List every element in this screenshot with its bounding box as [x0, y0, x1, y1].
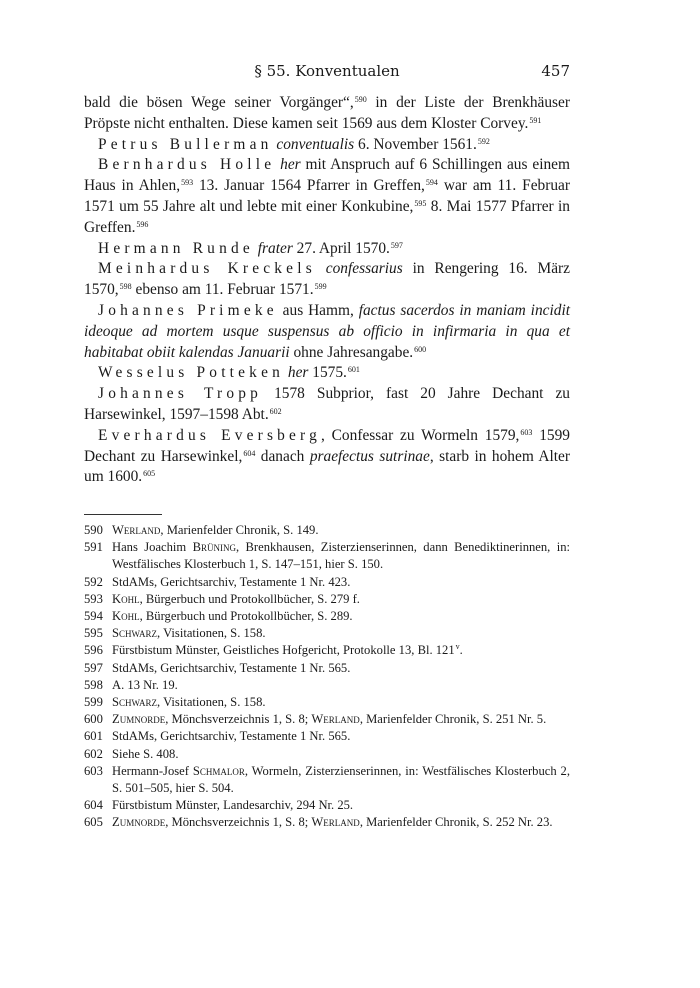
text: , Mönchsverzeichnis 1, S. 8;	[165, 815, 312, 830]
person-name: Johannes Tropp	[98, 385, 263, 403]
footnote-ref: 595	[414, 198, 427, 208]
footnote-text	[112, 608, 570, 625]
footnote-text	[112, 522, 570, 539]
footnote-ref: 602	[269, 406, 282, 416]
text: , Visitationen, S. 158.	[157, 695, 266, 710]
text: 13. Januar 1564 Pfarrer in Greffen,	[193, 177, 425, 195]
entry-bullerman	[84, 135, 570, 156]
text: A. 13 Nr. 19.	[112, 677, 178, 692]
footnote-ref: 596	[136, 219, 149, 229]
footnote	[84, 608, 570, 625]
text: Fürstbistum Münster, Landesarchiv, 294 Nr. 25.	[112, 798, 354, 813]
footnote-ref: 603	[520, 427, 533, 437]
entry-primeke	[84, 301, 570, 363]
author: Zumnorde	[112, 815, 166, 830]
text: StdAMs, Gerichtsarchiv, Testamente 1 Nr. 423.	[112, 574, 351, 589]
footnote-ref: 598	[119, 282, 132, 292]
footnote-text	[112, 539, 570, 573]
footnote-text	[112, 814, 570, 831]
footnote-text	[112, 797, 570, 814]
text: ohne Jahresangabe.	[289, 343, 414, 361]
text: in Rengering 16. März 1570,	[84, 260, 570, 299]
entry-holle	[84, 155, 570, 238]
text: , Marienfelder Chronik, S. 251 Nr. 5.	[359, 712, 547, 727]
footnote	[84, 642, 570, 659]
footnote-number: 595	[84, 626, 103, 641]
text: in der Liste der Brenkhäuser Pröpste nicht enthalten. Diese kamen seit 1569 aus dem Kloster Corvey.	[84, 94, 570, 132]
footnote-text	[112, 591, 570, 608]
footnote-text	[112, 625, 570, 642]
latin-title: her	[287, 364, 309, 382]
footnote-number: 600	[84, 712, 103, 727]
text: , Bürgerbuch und Protokollbücher, S. 289.	[139, 609, 353, 624]
footnote	[84, 694, 570, 711]
footnote-number: 590	[84, 523, 103, 537]
footnote	[84, 591, 570, 608]
entry-runde	[84, 239, 570, 260]
text: , Marienfelder Chronik, S. 252 Nr. 23.	[359, 815, 553, 830]
author: Werland	[311, 712, 360, 727]
footnote-ref: 590	[354, 95, 367, 104]
author: Schwarz	[112, 626, 158, 641]
footnote-number: 593	[84, 591, 103, 606]
text: Siehe S. 408.	[112, 746, 179, 761]
footnote	[84, 763, 570, 797]
footnote-number: 602	[84, 746, 103, 761]
footnote	[84, 711, 570, 728]
author: Werland	[112, 523, 161, 537]
footnote-ref: 597	[390, 240, 403, 250]
footnote-number: 591	[84, 540, 103, 555]
person-name: Hermann Runde	[98, 239, 254, 257]
footnote-rule	[84, 514, 162, 515]
footnote-ref: 592	[477, 136, 490, 146]
text: , Mönchsverzeichnis 1, S. 8;	[165, 712, 312, 727]
footnote	[84, 660, 570, 677]
person-name: Everhardus Eversberg	[98, 426, 322, 444]
footnote	[84, 814, 570, 831]
text: , Visitationen, S. 158.	[157, 626, 266, 641]
author: Schmalor	[192, 763, 245, 778]
footnote-number: 592	[84, 574, 103, 589]
person-name: Petrus Bullerman	[98, 135, 273, 153]
footnote	[84, 574, 570, 591]
text: 8. Mai 1577 Pfarrer in Greffen.	[84, 197, 570, 236]
person-name: Meinhardus Kreckels	[98, 260, 316, 278]
footnote	[84, 728, 570, 745]
text: , Wormeln, Zisterzienserinnen, in: Westfälisches Klosterbuch 2, S. 501–505, hier S. 504.	[112, 763, 570, 796]
text: danach	[255, 447, 310, 465]
text: bald die bösen Wege seiner Vorgänger“,	[84, 94, 354, 111]
footnote-ref: 594	[425, 178, 438, 188]
text: 1578 Subprior, fast 20 Jahre Dechant zu Harsewinkel, 1597–1598 Abt.	[84, 385, 570, 423]
footnotes	[84, 522, 570, 832]
text: StdAMs, Gerichtsarchiv, Testamente 1 Nr. 565.	[112, 660, 351, 675]
footnote	[84, 522, 570, 539]
running-header	[84, 62, 570, 84]
footnote-number: 605	[84, 815, 103, 830]
footnote-ref: 601	[347, 365, 360, 375]
footnote-ref: 599	[314, 282, 327, 292]
text: 1599 Dechant zu Harsewinkel,	[84, 426, 570, 465]
text: , Brenkhausen, Zisterzienserinnen, dann Benediktinerinnen, in: Westfälisches Klosterbuch 1, S. 147–151, hier S. 150.	[112, 540, 570, 572]
author: Werland	[311, 815, 360, 830]
text: 1575.	[308, 364, 347, 382]
entry-kreckels	[84, 259, 570, 301]
paragraph-continuation	[84, 93, 570, 135]
author: Zumnorde	[112, 712, 166, 727]
author: Kohl	[112, 591, 140, 606]
text: .	[459, 643, 463, 658]
footnote-text	[112, 763, 570, 797]
text: StdAMs, Gerichtsarchiv, Testamente 1 Nr. 565.	[112, 729, 351, 744]
entry-tropp	[84, 384, 570, 426]
text: , Confessar zu Wormeln 1579,	[321, 426, 520, 444]
text: Hans Joachim	[112, 540, 193, 555]
person-name: Johannes Primeke	[98, 301, 278, 319]
latin-text: factus sacerdos in maniam incidit ideoque ad mortem usque suspensus ab officio in infirmaria in qua et habitabat obiit kalendas Januarii	[84, 301, 570, 361]
latin-title: confessarius	[325, 260, 403, 278]
person-name: Wesselus Potteken	[98, 364, 285, 382]
text: mit Anspruch auf 6 Schillingen aus einem Haus in Ahlen,	[84, 156, 570, 195]
text: ebenso am 11. Februar 1571.	[131, 281, 314, 299]
footnote	[84, 625, 570, 642]
footnote-text	[112, 711, 570, 728]
author: Brüning	[192, 540, 236, 555]
footnote-ref: 593	[181, 178, 194, 188]
footnote	[84, 539, 570, 573]
footnote	[84, 746, 570, 763]
footnote-ref: 591	[529, 115, 542, 125]
section-title: § 55. Konventualen	[254, 62, 400, 80]
text: Hermann-Josef	[112, 763, 193, 778]
footnote-text	[112, 728, 570, 745]
text: Fürstbistum Münster, Geistliches Hofgericht, Protokolle 13, Bl. 121	[112, 643, 455, 658]
latin-title: praefectus sutrinae	[309, 447, 430, 465]
text: , Bürgerbuch und Protokollbücher, S. 279 f.	[139, 591, 360, 606]
entry-potteken	[84, 363, 570, 384]
footnote-ref: 605	[143, 469, 156, 479]
footnote-number: 604	[84, 798, 103, 813]
text: , Marienfelder Chronik, S. 149.	[160, 523, 319, 537]
latin-title: her	[280, 156, 301, 174]
text: aus Hamm,	[277, 301, 359, 319]
latin-title: conventualis	[276, 135, 355, 153]
footnote-text	[112, 660, 570, 677]
footnote-text	[112, 746, 570, 763]
text: 6. November 1561.	[354, 135, 477, 153]
text: war am 11. Februar 1571 um 55 Jahre alt und lebte mit einer Konkubine,	[84, 177, 570, 215]
person-name: Bernhardus Holle	[98, 156, 276, 174]
latin-title: frater	[257, 239, 293, 257]
footnote-ref: 604	[243, 448, 256, 458]
footnote-text	[112, 677, 570, 694]
footnote-ref: 600	[414, 344, 427, 354]
entry-eversberg	[84, 426, 570, 488]
footnote-number: 603	[84, 763, 103, 778]
page-number: 457	[541, 62, 570, 80]
footnote-number: 598	[84, 677, 103, 692]
superscript: v	[455, 642, 460, 652]
author: Schwarz	[112, 695, 158, 710]
footnote	[84, 677, 570, 694]
footnote-text	[112, 694, 570, 711]
footnote-number: 599	[84, 695, 103, 710]
text: , starb in hohem Alter um 1600.	[84, 447, 571, 486]
footnote-text	[112, 642, 570, 659]
footnote-number: 596	[84, 643, 103, 658]
footnote-number: 597	[84, 660, 103, 675]
footnote-text	[112, 574, 570, 591]
footnote	[84, 797, 570, 814]
author: Kohl	[112, 609, 140, 624]
footnote-number: 601	[84, 729, 103, 744]
text: 27. April 1570.	[292, 239, 390, 257]
footnote-number: 594	[84, 609, 103, 624]
main-text	[84, 93, 570, 488]
